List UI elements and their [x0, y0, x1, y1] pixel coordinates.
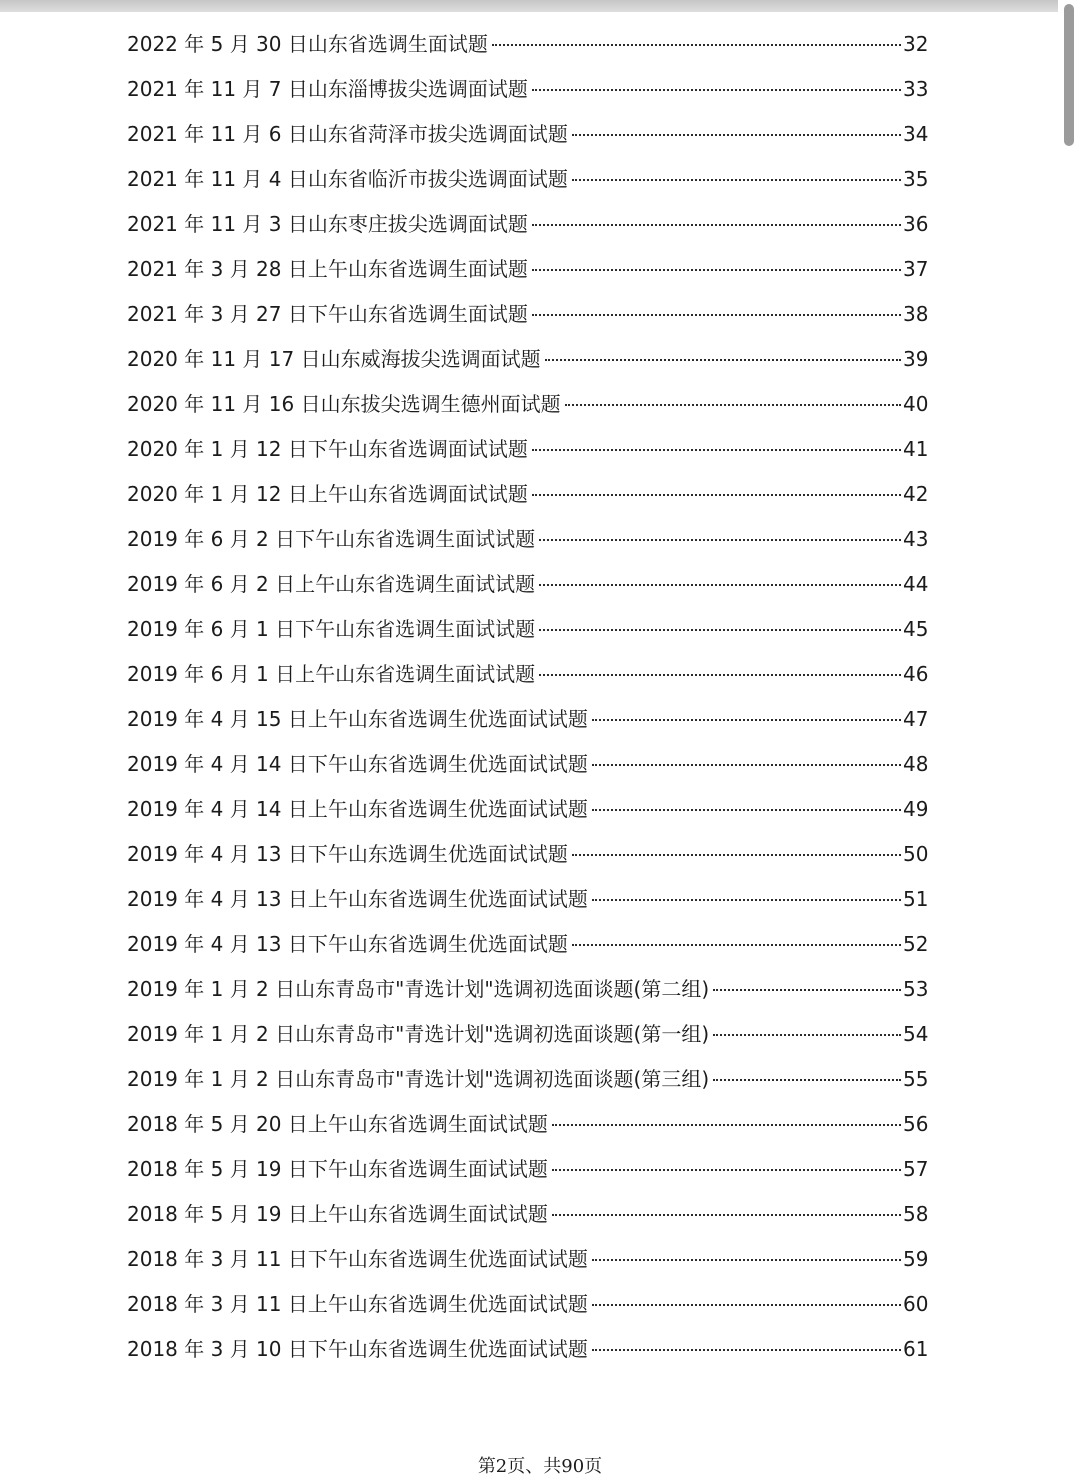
toc-entry-title: 2019 年 4 月 14 日上午山东省选调生优选面试试题	[127, 797, 588, 821]
toc-entry[interactable]	[127, 1237, 927, 1282]
toc-entry-page-number: 61	[903, 1337, 929, 1361]
toc-entry-page-number: 32	[903, 32, 929, 56]
toc-entry[interactable]	[127, 472, 927, 517]
toc-entry[interactable]	[127, 1192, 927, 1237]
toc-entry[interactable]	[127, 202, 927, 247]
toc-dot-leader	[713, 1079, 901, 1081]
toc-entry[interactable]	[127, 1057, 927, 1102]
toc-entry[interactable]	[127, 112, 927, 157]
toc-dot-leader	[572, 944, 901, 946]
toc-entry[interactable]	[127, 1147, 927, 1192]
toc-entry[interactable]	[127, 67, 927, 112]
table-of-contents	[127, 22, 927, 1372]
toc-entry-title: 2018 年 5 月 19 日上午山东省选调生面试试题	[127, 1202, 548, 1226]
toc-entry[interactable]	[127, 1282, 927, 1327]
toc-dot-leader	[592, 809, 901, 811]
toc-dot-leader	[592, 764, 901, 766]
scrollbar-thumb[interactable]	[1064, 4, 1074, 146]
toc-entry-title: 2019 年 1 月 2 日山东青岛市"青选计划"选调初选面谈题(第三组)	[127, 1067, 710, 1091]
toc-dot-leader	[532, 314, 901, 316]
toc-entry[interactable]	[127, 157, 927, 202]
toc-entry[interactable]	[127, 787, 927, 832]
toc-entry-title: 2018 年 5 月 20 日上午山东省选调生面试试题	[127, 1112, 548, 1136]
toc-dot-leader	[545, 359, 901, 361]
toc-entry-title: 2020 年 11 月 17 日山东威海拔尖选调面试题	[127, 347, 541, 371]
toc-entry-page-number: 44	[903, 572, 929, 596]
toc-entry[interactable]	[127, 697, 927, 742]
toc-entry-title: 2018 年 3 月 11 日下午山东省选调生优选面试试题	[127, 1247, 588, 1271]
toc-entry[interactable]	[127, 607, 927, 652]
toc-entry-title: 2019 年 6 月 1 日上午山东省选调生面试试题	[127, 662, 536, 686]
toc-entry[interactable]	[127, 382, 927, 427]
toc-entry-title: 2019 年 6 月 2 日上午山东省选调生面试试题	[127, 572, 536, 596]
toc-entry-page-number: 39	[903, 347, 929, 371]
toc-entry-page-number: 33	[903, 77, 929, 101]
toc-dot-leader	[592, 719, 901, 721]
toc-entry-page-number: 57	[903, 1157, 929, 1181]
toc-entry[interactable]	[127, 832, 927, 877]
toc-entry-page-number: 42	[903, 482, 929, 506]
toc-entry-page-number: 60	[903, 1292, 929, 1316]
toc-dot-leader	[713, 1034, 901, 1036]
toc-entry-page-number: 49	[903, 797, 929, 821]
toc-entry[interactable]	[127, 337, 927, 382]
toc-entry-page-number: 43	[903, 527, 929, 551]
toc-entry-page-number: 50	[903, 842, 929, 866]
toc-dot-leader	[572, 179, 901, 181]
toc-entry-title: 2019 年 4 月 13 日下午山东省选调生优选面试题	[127, 932, 568, 956]
toc-dot-leader	[565, 404, 901, 406]
toc-entry-page-number: 35	[903, 167, 929, 191]
toc-dot-leader	[552, 1124, 901, 1126]
toc-entry[interactable]	[127, 517, 927, 562]
toc-entry-page-number: 34	[903, 122, 929, 146]
toc-entry-title: 2022 年 5 月 30 日山东省选调生面试题	[127, 32, 488, 56]
toc-dot-leader	[592, 1349, 901, 1351]
toc-entry-page-number: 55	[903, 1067, 929, 1091]
toc-entry-title: 2018 年 5 月 19 日下午山东省选调生面试试题	[127, 1157, 548, 1181]
toc-entry-title: 2021 年 3 月 28 日上午山东省选调生面试题	[127, 257, 528, 281]
page-footer: 第2页、共90页	[477, 1456, 603, 1477]
toc-entry-title: 2020 年 1 月 12 日上午山东省选调面试试题	[127, 482, 528, 506]
toc-entry-title: 2020 年 11 月 16 日山东拔尖选调生德州面试题	[127, 392, 561, 416]
toc-dot-leader	[532, 269, 901, 271]
toc-entry-page-number: 52	[903, 932, 929, 956]
toc-entry-title: 2020 年 1 月 12 日下午山东省选调面试试题	[127, 437, 528, 461]
toc-entry-title: 2019 年 1 月 2 日山东青岛市"青选计划"选调初选面谈题(第二组)	[127, 977, 710, 1001]
toc-entry[interactable]	[127, 877, 927, 922]
toc-entry[interactable]	[127, 922, 927, 967]
toc-entry-page-number: 54	[903, 1022, 929, 1046]
toc-entry-page-number: 45	[903, 617, 929, 641]
toc-dot-leader	[572, 854, 901, 856]
toc-entry-page-number: 59	[903, 1247, 929, 1271]
toc-entry[interactable]	[127, 1327, 927, 1372]
toc-entry-page-number: 48	[903, 752, 929, 776]
toc-dot-leader	[713, 989, 901, 991]
toc-entry-page-number: 40	[903, 392, 929, 416]
toc-entry[interactable]	[127, 22, 927, 67]
top-divider	[0, 0, 1080, 12]
toc-dot-leader	[539, 584, 901, 586]
toc-dot-leader	[552, 1214, 901, 1216]
toc-entry[interactable]	[127, 427, 927, 472]
toc-entry-title: 2021 年 3 月 27 日下午山东省选调生面试题	[127, 302, 528, 326]
toc-entry-page-number: 46	[903, 662, 929, 686]
toc-dot-leader	[552, 1169, 901, 1171]
toc-entry-page-number: 36	[903, 212, 929, 236]
toc-entry-title: 2018 年 3 月 10 日下午山东省选调生优选面试试题	[127, 1337, 588, 1361]
toc-dot-leader	[592, 1304, 901, 1306]
toc-dot-leader	[532, 224, 901, 226]
toc-entry-title: 2021 年 11 月 3 日山东枣庄拔尖选调面试题	[127, 212, 528, 236]
toc-entry-page-number: 53	[903, 977, 929, 1001]
toc-dot-leader	[539, 539, 901, 541]
toc-entry[interactable]	[127, 1102, 927, 1147]
toc-entry-page-number: 47	[903, 707, 929, 731]
toc-dot-leader	[532, 89, 901, 91]
toc-entry-title: 2021 年 11 月 4 日山东省临沂市拔尖选调面试题	[127, 167, 568, 191]
toc-entry-title: 2019 年 1 月 2 日山东青岛市"青选计划"选调初选面谈题(第一组)	[127, 1022, 710, 1046]
toc-dot-leader	[532, 494, 901, 496]
toc-dot-leader	[592, 899, 901, 901]
toc-entry-page-number: 41	[903, 437, 929, 461]
toc-entry[interactable]	[127, 967, 927, 1012]
toc-entry-page-number: 58	[903, 1202, 929, 1226]
toc-dot-leader	[539, 629, 901, 631]
toc-dot-leader	[532, 449, 901, 451]
toc-entry-page-number: 38	[903, 302, 929, 326]
toc-entry[interactable]	[127, 1012, 927, 1057]
toc-entry-title: 2019 年 6 月 2 日下午山东省选调生面试试题	[127, 527, 536, 551]
toc-entry-page-number: 37	[903, 257, 929, 281]
toc-entry-title: 2019 年 4 月 14 日下午山东省选调生优选面试试题	[127, 752, 588, 776]
toc-entry-title: 2019 年 4 月 15 日上午山东省选调生优选面试试题	[127, 707, 588, 731]
toc-entry[interactable]	[127, 562, 927, 607]
toc-entry[interactable]	[127, 652, 927, 697]
toc-dot-leader	[572, 134, 901, 136]
toc-entry[interactable]	[127, 292, 927, 337]
toc-entry-title: 2019 年 4 月 13 日下午山东选调生优选面试试题	[127, 842, 568, 866]
toc-entry-page-number: 51	[903, 887, 929, 911]
toc-dot-leader	[592, 1259, 901, 1261]
toc-entry-page-number: 56	[903, 1112, 929, 1136]
toc-entry-title: 2018 年 3 月 11 日上午山东省选调生优选面试试题	[127, 1292, 588, 1316]
toc-entry-title: 2019 年 4 月 13 日上午山东省选调生优选面试试题	[127, 887, 588, 911]
toc-dot-leader	[492, 44, 901, 46]
toc-entry-title: 2021 年 11 月 6 日山东省菏泽市拔尖选调面试题	[127, 122, 568, 146]
toc-entry-title: 2019 年 6 月 1 日下午山东省选调生面试试题	[127, 617, 536, 641]
toc-dot-leader	[539, 674, 901, 676]
toc-entry-title: 2021 年 11 月 7 日山东淄博拔尖选调面试题	[127, 77, 528, 101]
toc-entry[interactable]	[127, 247, 927, 292]
toc-entry[interactable]	[127, 742, 927, 787]
scrollbar[interactable]	[1058, 0, 1080, 1479]
